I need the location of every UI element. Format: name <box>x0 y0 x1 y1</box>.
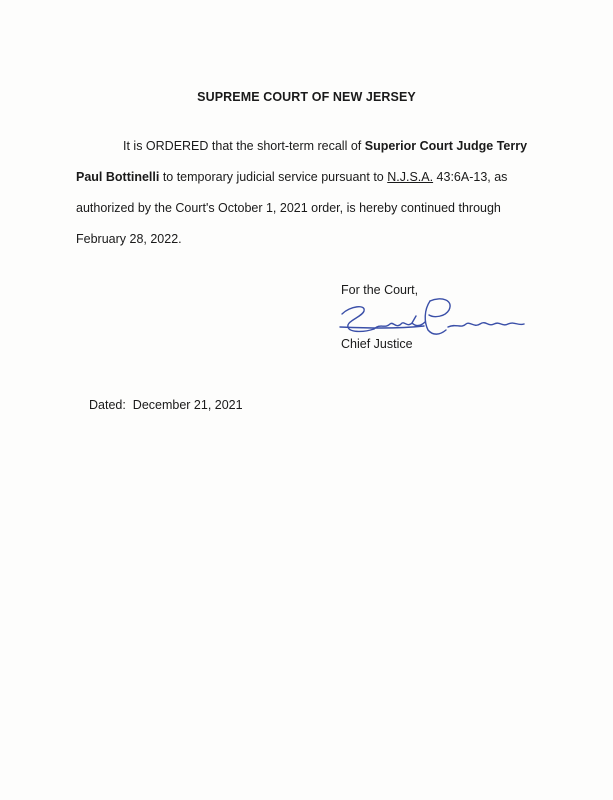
signature-stroke <box>448 323 524 327</box>
dated-line <box>89 398 243 412</box>
judge-name-part-1: Superior Court Judge Terry <box>364 139 528 153</box>
statute-citation: N.J.S.A. <box>387 170 434 184</box>
dated-label: Dated: <box>89 398 126 412</box>
order-line-1 <box>76 131 536 162</box>
signature-stroke <box>425 301 446 334</box>
order-line-3: authorized by the Court's October 1, 2021 order, is hereby continued through <box>76 201 501 215</box>
for-the-court: For the Court, <box>341 283 419 297</box>
order-line-2 <box>76 162 536 193</box>
court-heading: SUPREME COURT OF NEW JERSEY <box>197 90 416 104</box>
judge-name-part-2: Paul Bottinelli <box>76 170 160 184</box>
order-text: 43:6A-13, as <box>433 170 508 184</box>
signature-stroke <box>429 299 450 317</box>
order-text: It is ORDERED that the short-term recall of <box>123 139 365 153</box>
signatory-title: Chief Justice <box>341 337 413 351</box>
order-paragraph <box>76 131 536 255</box>
dated-value: December 21, 2021 <box>132 398 243 412</box>
order-line-4: February 28, 2022. <box>76 232 182 246</box>
order-text: to temporary judicial service pursuant to <box>159 170 388 184</box>
